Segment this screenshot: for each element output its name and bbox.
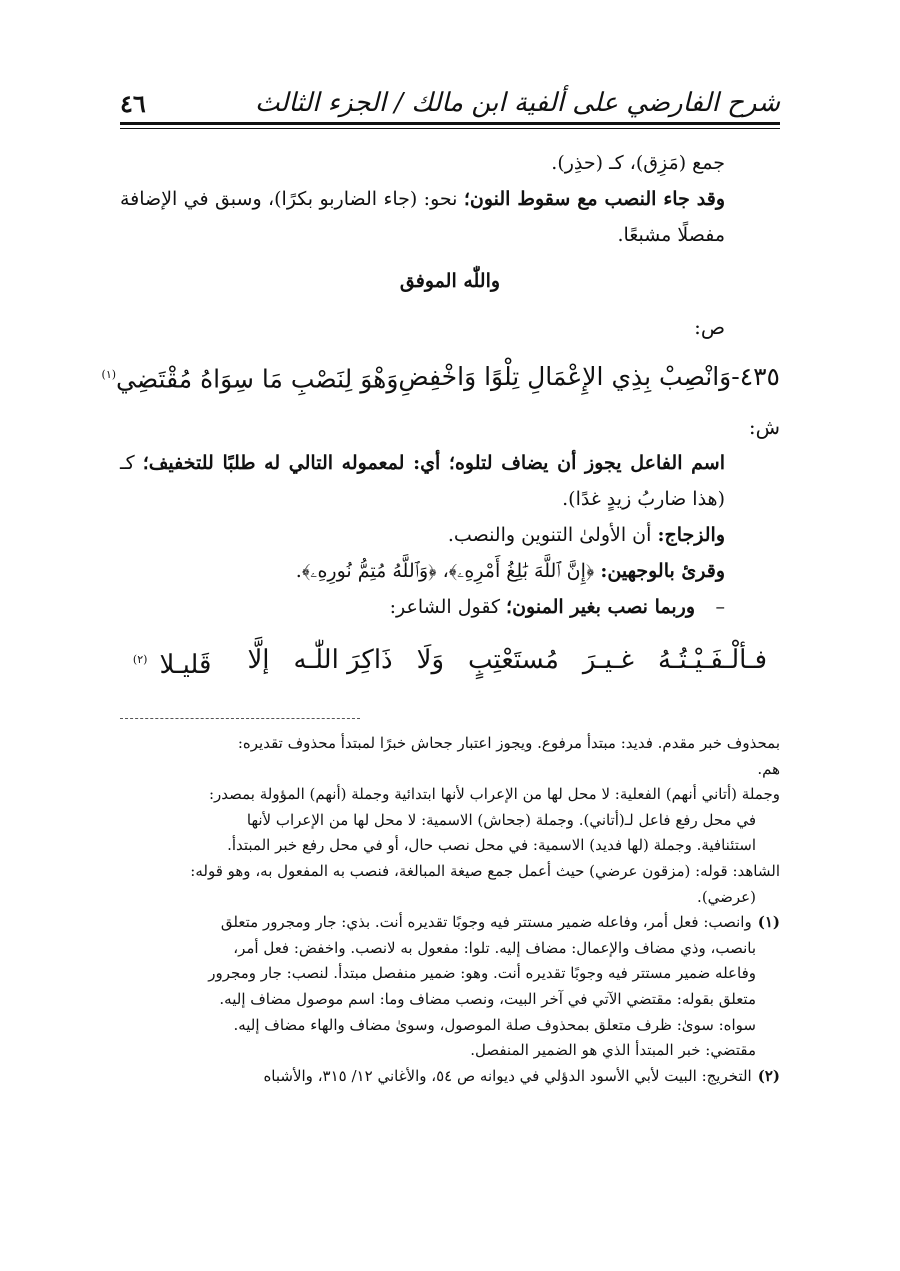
page-number: ٤٦ [120,89,146,118]
paragraph-4 [120,517,780,553]
footnote-line: (عرضي). [697,887,756,906]
verse-first-text: وَانْصِبْ بِذِي الإِعْمَالِ تِلْوًا وَاخْفِضِ [398,362,732,392]
verse-second-hemistich [102,351,399,403]
paragraph-5-bold: وقرئ بالوجهين: [600,560,725,583]
running-title: شرح الفارضي على ألفية ابن مالك / الجزء الثالث [255,88,780,118]
footnote-line: استئنافية. وجملة (لها فديد) الاسمية: في محل نصب حال، أو في محل رفع خبر المبتدأ. [227,836,756,855]
poem-line [120,633,780,692]
footnote-line: وجملة (أتاني أنهم) الفعلية: لا محل لها من الإعراب لأنها ابتدائية وجملة (أنهم) المؤولة بمصدر: [208,785,780,804]
footnote-line: في محل رفع فاعل لـ(أتاني). وجملة (جحاش) الاسمية: لا محل لها من الإعراب لأنها [246,810,756,829]
footnote-line: التخريج: البيت لأبي الأسود الدؤلي في ديوانه ص ٥٤، والأغاني ١٢/ ٣١٥، والأشباه [263,1066,752,1085]
paragraph-3-bold: اسم الفاعل يجوز أن يضاف لتلوه؛ أي: لمعموله التالي له طلبًا للتخفيف؛ [142,452,725,475]
footnote-number: (١) [757,913,780,932]
page-header [120,68,780,118]
paragraph-6-bold: وربما نصب بغير المنون؛ [506,596,695,619]
centered-phrase: واللّٰه الموفق [399,270,501,292]
footnote-2 [120,1065,780,1089]
footnote-line: هم. [757,759,780,778]
paragraph-5-rest: ﴿إِنَّ ٱللَّهَ بَٰلِغُ أَمْرِهِۦ﴾، ﴿وَٱللَّهُ مُتِمُّ نُورِهِۦ﴾. [295,560,601,583]
verse-first-hemistich [398,353,780,401]
paragraph-3-rest: كـ (هذا ضاربُ زيدٍ غدًا). [120,452,725,511]
verse-line [101,351,780,403]
poem-word: غـيـرَ [582,645,634,676]
main-text [101,145,780,692]
label-shin: ش: [748,415,780,440]
footnote-1 [120,911,780,935]
paragraph-4-rest: أن الأولىٰ التنوين والنصب. [447,524,658,547]
label-sad: ص: [694,315,725,339]
footnotes [120,732,780,1090]
poem-word: إلَّا [247,645,270,676]
verse-footnote-ref: (١) [101,368,117,381]
paragraph-5 [120,553,780,589]
header-rule-thick [120,122,780,125]
footnote-line: بمحذوف خبر مقدم. فديد: مبتدأ مرفوع. ويجوز اعتبار جحاش خبرًا لمبتدأ محذوف تقديره: [237,734,780,752]
poem-word: فـألْـفَـيْـتُـهُ [657,645,768,676]
poem-word: قَليـلا [159,649,212,680]
verse-number: ٤٣٥- [731,362,780,392]
paragraph-2 [120,181,780,253]
verse-second-text: وَهْوَ لِنَصْبِ مَا سِوَاهُ مُقْتَضِي [116,364,399,394]
header-rule-thin [120,128,780,129]
footnote-line: وانصب: فعل أمر، وفاعله ضمير مستتر فيه وجوبًا تقديره أنت. بذي: جار ومجرور متعلق [220,913,752,932]
paragraph-6-dash: – [715,596,725,619]
poem-word-last [133,633,224,692]
poem-word: مُستَعْتِبٍ [468,645,559,676]
footnote-line: مقتضي: خبر المبتدأ الذي هو الضمير المنفصل. [470,1041,756,1060]
poem-footnote-ref: (٢) [132,653,148,667]
footnote-line: بانصب، وذي مضاف والإعمال: مضاف إليه. تلوا: مفعول به لانصب. واخفض: فعل أمر، [233,938,756,957]
footnote-separator [120,718,360,719]
paragraph-2-rest: نحو: (جاء الضاربو بكرًا)، وسبق في الإضافة مفصلًا مشبعًا. [120,188,725,246]
footnote-line: الشاهد: قوله: (مزقون عرضي) حيث أعمل جمع صيغة المبالغة، فنصب به المفعول به، وهو قوله: [190,861,780,880]
footnote-line: متعلق بقوله: مقتضي الآتي في آخر البيت، ونصب مضاف وما: اسم موصول مضاف إليه. [219,989,756,1008]
paragraph-3 [120,445,780,517]
footnote-line: سواه: سوىٰ: ظرف متعلق بمحذوف صلة الموصول، وسوىٰ مضاف والهاء مضاف إليه. [233,1015,756,1034]
paragraph-1: جمع (مَزِق)، كـ (حذِر). [551,152,725,174]
footnote-line: وفاعله ضمير مستتر فيه وجوبًا تقديره أنت. وهو: ضمير منفصل مبتدأ. لنصب: جار ومجرور [208,964,756,983]
paragraph-2-bold: وقد جاء النصب مع سقوط النون؛ [463,188,725,210]
paragraph-6-rest: كقول الشاعر: [389,596,507,619]
poem-word: ذَاكِرَ اللّٰـه [293,645,393,676]
paragraph-4-bold: والزجاج: [657,524,725,547]
poem-word: وَلَا [416,645,445,676]
footnote-number: (٢) [757,1066,780,1085]
paragraph-6 [120,589,780,625]
